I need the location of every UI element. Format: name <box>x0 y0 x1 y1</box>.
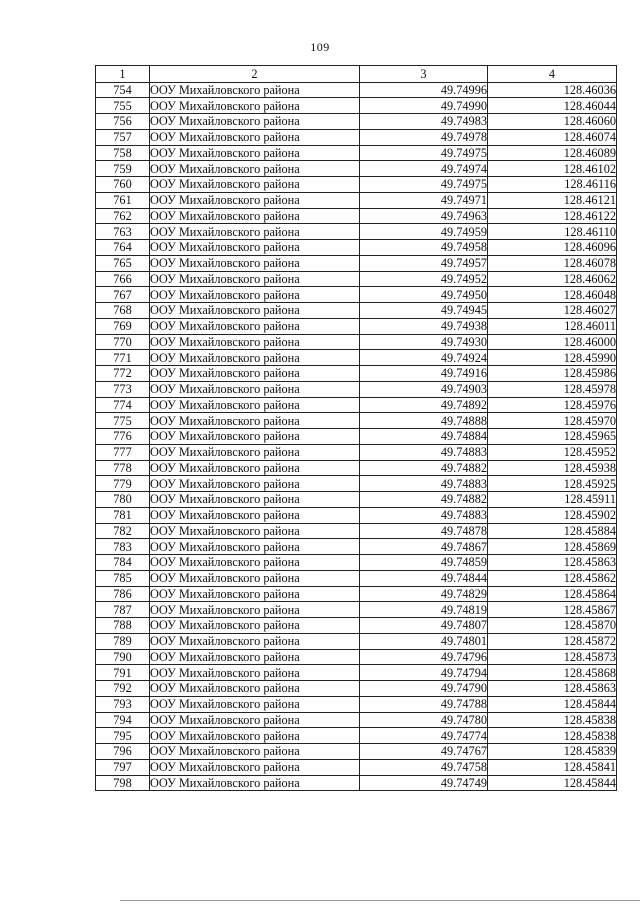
longitude-cell: 128.45952 <box>488 444 617 460</box>
organization-cell: ООУ Михайловского района <box>150 303 360 319</box>
longitude-cell: 128.46048 <box>488 287 617 303</box>
organization-cell: ООУ Михайловского района <box>150 507 360 523</box>
table-row <box>96 539 617 555</box>
organization-cell: ООУ Михайловского района <box>150 476 360 492</box>
longitude-cell: 128.45844 <box>488 696 617 712</box>
organization-cell: ООУ Михайловского района <box>150 696 360 712</box>
table-row <box>96 129 617 145</box>
latitude-cell: 49.74916 <box>360 366 488 382</box>
organization-cell: ООУ Михайловского района <box>150 460 360 476</box>
table-row <box>96 444 617 460</box>
latitude-cell: 49.74945 <box>360 303 488 319</box>
latitude-cell: 49.74983 <box>360 114 488 130</box>
table-row <box>96 192 617 208</box>
longitude-cell: 128.46121 <box>488 192 617 208</box>
latitude-cell: 49.74867 <box>360 539 488 555</box>
longitude-cell: 128.46044 <box>488 98 617 114</box>
latitude-cell: 49.74888 <box>360 413 488 429</box>
latitude-cell: 49.74952 <box>360 271 488 287</box>
organization-cell: ООУ Михайловского района <box>150 381 360 397</box>
latitude-cell: 49.74882 <box>360 460 488 476</box>
table-row <box>96 759 617 775</box>
organization-cell: ООУ Михайловского района <box>150 586 360 602</box>
longitude-cell: 128.45867 <box>488 602 617 618</box>
longitude-cell: 128.45986 <box>488 366 617 382</box>
organization-cell: ООУ Михайловского района <box>150 177 360 193</box>
organization-cell: ООУ Михайловского района <box>150 728 360 744</box>
row-number-cell: 773 <box>96 381 150 397</box>
table-row <box>96 681 617 697</box>
organization-cell: ООУ Михайловского района <box>150 523 360 539</box>
latitude-cell: 49.74883 <box>360 476 488 492</box>
row-number-cell: 777 <box>96 444 150 460</box>
table-row <box>96 240 617 256</box>
latitude-cell: 49.74807 <box>360 618 488 634</box>
organization-cell: ООУ Михайловского района <box>150 633 360 649</box>
table-row <box>96 696 617 712</box>
organization-cell: ООУ Михайловского района <box>150 444 360 460</box>
row-number-cell: 761 <box>96 192 150 208</box>
organization-cell: ООУ Михайловского района <box>150 618 360 634</box>
table-row <box>96 744 617 760</box>
organization-cell: ООУ Михайловского района <box>150 318 360 334</box>
row-number-cell: 785 <box>96 570 150 586</box>
longitude-cell: 128.45868 <box>488 665 617 681</box>
row-number-cell: 760 <box>96 177 150 193</box>
latitude-cell: 49.74788 <box>360 696 488 712</box>
row-number-cell: 781 <box>96 507 150 523</box>
latitude-cell: 49.74882 <box>360 492 488 508</box>
table-row <box>96 665 617 681</box>
organization-cell: ООУ Михайловского района <box>150 413 360 429</box>
longitude-cell: 128.45925 <box>488 476 617 492</box>
latitude-cell: 49.74996 <box>360 82 488 98</box>
table-row <box>96 350 617 366</box>
longitude-cell: 128.46027 <box>488 303 617 319</box>
column-header: 3 <box>360 66 488 83</box>
longitude-cell: 128.45978 <box>488 381 617 397</box>
row-number-cell: 790 <box>96 649 150 665</box>
organization-cell: ООУ Михайловского района <box>150 429 360 445</box>
longitude-cell: 128.46062 <box>488 271 617 287</box>
row-number-cell: 762 <box>96 208 150 224</box>
longitude-cell: 128.46096 <box>488 240 617 256</box>
latitude-cell: 49.74878 <box>360 523 488 539</box>
organization-cell: ООУ Михайловского района <box>150 681 360 697</box>
table-row <box>96 145 617 161</box>
longitude-cell: 128.45839 <box>488 744 617 760</box>
longitude-cell: 128.45990 <box>488 350 617 366</box>
longitude-cell: 128.46011 <box>488 318 617 334</box>
longitude-cell: 128.45872 <box>488 633 617 649</box>
organization-cell: ООУ Михайловского района <box>150 602 360 618</box>
table-row <box>96 287 617 303</box>
latitude-cell: 49.74749 <box>360 775 488 791</box>
latitude-cell: 49.74774 <box>360 728 488 744</box>
latitude-cell: 49.74957 <box>360 255 488 271</box>
table-row <box>96 366 617 382</box>
latitude-cell: 49.74938 <box>360 318 488 334</box>
row-number-cell: 764 <box>96 240 150 256</box>
organization-cell: ООУ Михайловского района <box>150 570 360 586</box>
row-number-cell: 789 <box>96 633 150 649</box>
longitude-cell: 128.45976 <box>488 397 617 413</box>
table-row <box>96 318 617 334</box>
organization-cell: ООУ Михайловского района <box>150 712 360 728</box>
organization-cell: ООУ Михайловского района <box>150 271 360 287</box>
row-number-cell: 794 <box>96 712 150 728</box>
longitude-cell: 128.45864 <box>488 586 617 602</box>
row-number-cell: 763 <box>96 224 150 240</box>
table-row <box>96 381 617 397</box>
organization-cell: ООУ Михайловского района <box>150 114 360 130</box>
latitude-cell: 49.74974 <box>360 161 488 177</box>
table-row <box>96 633 617 649</box>
longitude-cell: 128.45873 <box>488 649 617 665</box>
row-number-cell: 796 <box>96 744 150 760</box>
row-number-cell: 758 <box>96 145 150 161</box>
latitude-cell: 49.74963 <box>360 208 488 224</box>
table-row <box>96 114 617 130</box>
column-header: 2 <box>150 66 360 83</box>
table-row <box>96 775 617 791</box>
organization-cell: ООУ Михайловского района <box>150 539 360 555</box>
latitude-cell: 49.74975 <box>360 145 488 161</box>
row-number-cell: 757 <box>96 129 150 145</box>
row-number-cell: 766 <box>96 271 150 287</box>
table-row <box>96 460 617 476</box>
organization-cell: ООУ Михайловского района <box>150 255 360 271</box>
organization-cell: ООУ Михайловского района <box>150 334 360 350</box>
organization-cell: ООУ Михайловского района <box>150 287 360 303</box>
row-number-cell: 755 <box>96 98 150 114</box>
table-row <box>96 712 617 728</box>
organization-cell: ООУ Михайловского района <box>150 350 360 366</box>
row-number-cell: 775 <box>96 413 150 429</box>
row-number-cell: 770 <box>96 334 150 350</box>
latitude-cell: 49.74958 <box>360 240 488 256</box>
latitude-cell: 49.74924 <box>360 350 488 366</box>
row-number-cell: 754 <box>96 82 150 98</box>
row-number-cell: 793 <box>96 696 150 712</box>
longitude-cell: 128.45902 <box>488 507 617 523</box>
table-row <box>96 728 617 744</box>
latitude-cell: 49.74794 <box>360 665 488 681</box>
longitude-cell: 128.45911 <box>488 492 617 508</box>
longitude-cell: 128.45862 <box>488 570 617 586</box>
table-header-row <box>96 66 617 83</box>
latitude-cell: 49.74903 <box>360 381 488 397</box>
latitude-cell: 49.74790 <box>360 681 488 697</box>
table-row <box>96 555 617 571</box>
row-number-cell: 772 <box>96 366 150 382</box>
row-number-cell: 782 <box>96 523 150 539</box>
latitude-cell: 49.74959 <box>360 224 488 240</box>
column-header: 4 <box>488 66 617 83</box>
row-number-cell: 787 <box>96 602 150 618</box>
latitude-cell: 49.74990 <box>360 98 488 114</box>
row-number-cell: 791 <box>96 665 150 681</box>
latitude-cell: 49.74883 <box>360 507 488 523</box>
table-row <box>96 397 617 413</box>
row-number-cell: 768 <box>96 303 150 319</box>
longitude-cell: 128.46089 <box>488 145 617 161</box>
longitude-cell: 128.45938 <box>488 460 617 476</box>
table-row <box>96 507 617 523</box>
row-number-cell: 780 <box>96 492 150 508</box>
longitude-cell: 128.46000 <box>488 334 617 350</box>
longitude-cell: 128.46102 <box>488 161 617 177</box>
table-row <box>96 271 617 287</box>
organization-cell: ООУ Михайловского района <box>150 649 360 665</box>
organization-cell: ООУ Михайловского района <box>150 224 360 240</box>
longitude-cell: 128.45970 <box>488 413 617 429</box>
organization-cell: ООУ Михайловского района <box>150 161 360 177</box>
page-number: 109 <box>310 40 330 54</box>
latitude-cell: 49.74829 <box>360 586 488 602</box>
latitude-cell: 49.74859 <box>360 555 488 571</box>
row-number-cell: 759 <box>96 161 150 177</box>
latitude-cell: 49.74950 <box>360 287 488 303</box>
row-number-cell: 786 <box>96 586 150 602</box>
table-row <box>96 492 617 508</box>
table-row <box>96 161 617 177</box>
row-number-cell: 792 <box>96 681 150 697</box>
table-row <box>96 208 617 224</box>
row-number-cell: 779 <box>96 476 150 492</box>
longitude-cell: 128.45863 <box>488 555 617 571</box>
table-row <box>96 224 617 240</box>
organization-cell: ООУ Михайловского района <box>150 129 360 145</box>
latitude-cell: 49.74930 <box>360 334 488 350</box>
longitude-cell: 128.45884 <box>488 523 617 539</box>
row-number-cell: 778 <box>96 460 150 476</box>
table-row <box>96 602 617 618</box>
longitude-cell: 128.45838 <box>488 728 617 744</box>
latitude-cell: 49.74971 <box>360 192 488 208</box>
organization-cell: ООУ Михайловского района <box>150 192 360 208</box>
latitude-cell: 49.74819 <box>360 602 488 618</box>
table-row <box>96 255 617 271</box>
row-number-cell: 776 <box>96 429 150 445</box>
latitude-cell: 49.74767 <box>360 744 488 760</box>
table-row <box>96 476 617 492</box>
row-number-cell: 783 <box>96 539 150 555</box>
latitude-cell: 49.74796 <box>360 649 488 665</box>
table-row <box>96 413 617 429</box>
table-row <box>96 429 617 445</box>
coordinates-table <box>95 65 617 791</box>
table-row <box>96 303 617 319</box>
latitude-cell: 49.74892 <box>360 397 488 413</box>
table-row <box>96 523 617 539</box>
longitude-cell: 128.45838 <box>488 712 617 728</box>
organization-cell: ООУ Михайловского района <box>150 208 360 224</box>
table-row <box>96 649 617 665</box>
longitude-cell: 128.45870 <box>488 618 617 634</box>
organization-cell: ООУ Михайловского района <box>150 492 360 508</box>
table-row <box>96 618 617 634</box>
longitude-cell: 128.45965 <box>488 429 617 445</box>
latitude-cell: 49.74844 <box>360 570 488 586</box>
row-number-cell: 769 <box>96 318 150 334</box>
longitude-cell: 128.45844 <box>488 775 617 791</box>
organization-cell: ООУ Михайловского района <box>150 145 360 161</box>
table-row <box>96 334 617 350</box>
row-number-cell: 767 <box>96 287 150 303</box>
row-number-cell: 774 <box>96 397 150 413</box>
organization-cell: ООУ Михайловского района <box>150 240 360 256</box>
longitude-cell: 128.46078 <box>488 255 617 271</box>
latitude-cell: 49.74758 <box>360 759 488 775</box>
longitude-cell: 128.45863 <box>488 681 617 697</box>
organization-cell: ООУ Михайловского района <box>150 82 360 98</box>
row-number-cell: 784 <box>96 555 150 571</box>
latitude-cell: 49.74780 <box>360 712 488 728</box>
organization-cell: ООУ Михайловского района <box>150 366 360 382</box>
table-row <box>96 82 617 98</box>
organization-cell: ООУ Михайловского района <box>150 744 360 760</box>
organization-cell: ООУ Михайловского района <box>150 775 360 791</box>
organization-cell: ООУ Михайловского района <box>150 98 360 114</box>
row-number-cell: 788 <box>96 618 150 634</box>
table-row <box>96 570 617 586</box>
longitude-cell: 128.46074 <box>488 129 617 145</box>
column-header: 1 <box>96 66 150 83</box>
longitude-cell: 128.46110 <box>488 224 617 240</box>
table-row <box>96 98 617 114</box>
longitude-cell: 128.45869 <box>488 539 617 555</box>
organization-cell: ООУ Михайловского района <box>150 759 360 775</box>
table-row <box>96 586 617 602</box>
organization-cell: ООУ Михайловского района <box>150 397 360 413</box>
latitude-cell: 49.74884 <box>360 429 488 445</box>
table-row <box>96 177 617 193</box>
row-number-cell: 756 <box>96 114 150 130</box>
row-number-cell: 798 <box>96 775 150 791</box>
row-number-cell: 771 <box>96 350 150 366</box>
latitude-cell: 49.74975 <box>360 177 488 193</box>
longitude-cell: 128.46036 <box>488 82 617 98</box>
organization-cell: ООУ Михайловского района <box>150 555 360 571</box>
scan-edge-line <box>120 900 640 901</box>
organization-cell: ООУ Михайловского района <box>150 665 360 681</box>
longitude-cell: 128.46060 <box>488 114 617 130</box>
latitude-cell: 49.74978 <box>360 129 488 145</box>
longitude-cell: 128.46122 <box>488 208 617 224</box>
row-number-cell: 797 <box>96 759 150 775</box>
longitude-cell: 128.46116 <box>488 177 617 193</box>
longitude-cell: 128.45841 <box>488 759 617 775</box>
latitude-cell: 49.74883 <box>360 444 488 460</box>
row-number-cell: 795 <box>96 728 150 744</box>
row-number-cell: 765 <box>96 255 150 271</box>
latitude-cell: 49.74801 <box>360 633 488 649</box>
